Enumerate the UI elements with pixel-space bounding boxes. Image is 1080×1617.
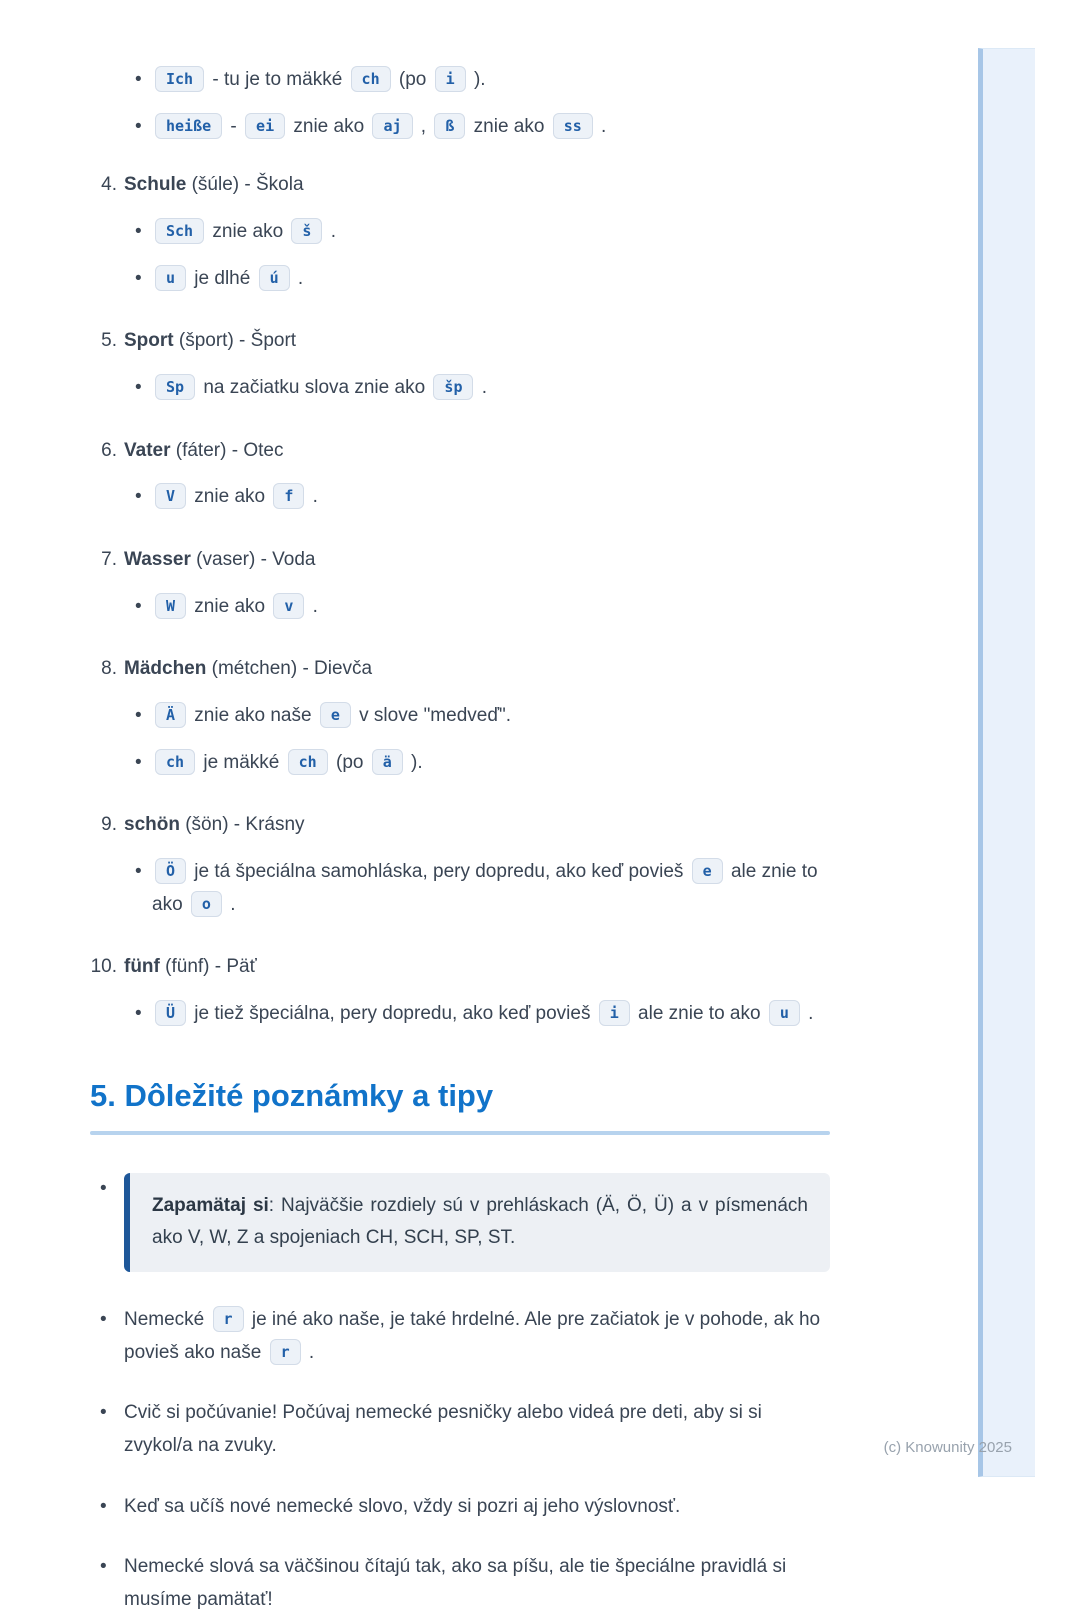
code-token: ä: [372, 749, 403, 775]
sub-bullet: • W znie ako v .: [90, 591, 830, 624]
item-title: 5. Sport (šport) - Šport: [90, 325, 830, 358]
item-title: 6. Vater (fáter) - Otec: [90, 435, 830, 468]
code-token: e: [320, 702, 351, 728]
item-sub-bullets: [90, 372, 830, 405]
code-token: o: [191, 891, 222, 917]
item-number: 4.: [101, 174, 117, 196]
item-number: 6.: [101, 439, 117, 461]
german-word: Wasser: [124, 549, 191, 571]
pronunciation-item: [90, 169, 830, 295]
sub-bullet: • Sp na začiatku slova znie ako šp .: [90, 372, 830, 405]
heading-rule: [90, 1131, 830, 1135]
sub-bullet: • Ich - tu je to mäkké ch (po i ).: [90, 64, 830, 97]
code-token: š: [291, 218, 322, 244]
item-title: 9. schön (šön) - Krásny: [90, 809, 830, 842]
german-word: Sport: [124, 330, 174, 352]
item-title: 10. fünf (fünf) - Päť: [90, 951, 830, 984]
pronunciation-item: [90, 435, 830, 514]
code-token: r: [213, 1306, 244, 1332]
code-token: Ä: [155, 702, 186, 728]
copyright: (c) Knowunity 2025: [883, 1439, 1012, 1456]
code-token: ú: [259, 265, 290, 291]
code-token: V: [155, 483, 186, 509]
pronunciation-item: [90, 653, 830, 779]
pronunciation-item: [90, 809, 830, 921]
sub-bullet: • Sch znie ako š .: [90, 216, 830, 249]
code-token: šp: [433, 374, 473, 400]
item-sub-bullets: [90, 591, 830, 624]
sub-bullet: • heiße - ei znie ako aj , ß znie ako ss .: [90, 111, 830, 144]
pronunciation-item: [90, 951, 830, 1030]
item-number: 7.: [101, 549, 117, 571]
item-number: 10.: [90, 956, 117, 978]
german-word: Schule: [124, 174, 187, 196]
code-token: Ich: [155, 66, 204, 92]
item-sub-bullets: [90, 481, 830, 514]
code-token: Sp: [155, 374, 195, 400]
item-number: 5.: [101, 330, 117, 352]
callout-label: Zapamätaj si: [152, 1194, 269, 1216]
pronunciation-item: [90, 544, 830, 623]
sub-bullet: • V znie ako f .: [90, 481, 830, 514]
sub-bullet: • Ä znie ako naše e v slove "medveď".: [90, 700, 830, 733]
code-token: Ö: [155, 858, 186, 884]
callout-box: [124, 1173, 830, 1272]
sub-bullet: • Ü je tiež špeciálna, pery dopredu, ako keď povieš i ale znie to ako u .: [90, 998, 830, 1031]
tip-item: • Nemecké slová sa väčšinou čítajú tak, ako sa píšu, ale tie špeciálne pravidlá si musíme pamätať!: [90, 1551, 830, 1616]
code-token: ss: [553, 113, 593, 139]
code-token: heiße: [155, 113, 222, 139]
item-title: 8. Mädchen (métchen) - Dievča: [90, 653, 830, 686]
tip-item: • Keď sa učíš nové nemecké slovo, vždy si pozri aj jeho výslovnosť.: [90, 1491, 830, 1524]
sub-bullet: • ch je mäkké ch (po ä ).: [90, 747, 830, 780]
german-word: Mädchen: [124, 658, 207, 680]
section-heading: 5. Dôležité poznámky a tipy: [90, 1077, 494, 1113]
code-token: Sch: [155, 218, 204, 244]
german-word: fünf: [124, 956, 160, 978]
tips-list: [90, 1173, 830, 1617]
item-sub-bullets: [90, 998, 830, 1031]
sub-bullet: • Ö je tá špeciálna samohláska, pery dopredu, ako keď povieš e ale znie to ako o .: [90, 856, 830, 921]
scroll-track[interactable]: [978, 48, 1035, 1477]
code-token: u: [769, 1000, 800, 1026]
tip-item: • Cvič si počúvanie! Počúvaj nemecké pesničky alebo videá pre deti, aby si si zvykol/a na zvuky.: [90, 1397, 830, 1462]
code-token: u: [155, 265, 186, 291]
code-token: ch: [155, 749, 195, 775]
german-word: schön: [124, 814, 180, 836]
pronunciation-list: [90, 169, 830, 1030]
item-sub-bullets: [90, 856, 830, 921]
code-token: ß: [434, 113, 465, 139]
item-title: 7. Wasser (vaser) - Voda: [90, 544, 830, 577]
callout-text: : Najväčšie rozdiely sú v prehláskach (Ä, Ö, Ü) a v písmenách ako V, W, Z a spojeniach CH, SCH, SP, ST.: [152, 1194, 808, 1249]
code-token: f: [273, 483, 304, 509]
code-token: e: [692, 858, 723, 884]
code-token: i: [599, 1000, 630, 1026]
code-token: i: [435, 66, 466, 92]
item-number: 8.: [101, 658, 117, 680]
callout-bullet: [90, 1173, 830, 1272]
tip-item: • Nemecké r je iné ako naše, je také hrdelné. Ale pre začiatok je v pohode, ak ho povieš ako naše r .: [90, 1304, 830, 1369]
pronunciation-item: [90, 325, 830, 404]
code-token: aj: [372, 113, 412, 139]
code-token: ch: [288, 749, 328, 775]
code-token: W: [155, 593, 186, 619]
code-token: ch: [351, 66, 391, 92]
intro-bullets: [90, 64, 830, 143]
code-token: r: [270, 1339, 301, 1365]
item-number: 9.: [101, 814, 117, 836]
code-token: ei: [245, 113, 285, 139]
item-title: 4. Schule (šúle) - Škola: [90, 169, 830, 202]
code-token: Ü: [155, 1000, 186, 1026]
item-sub-bullets: [90, 700, 830, 779]
code-token: v: [273, 593, 304, 619]
item-sub-bullets: [90, 216, 830, 295]
german-word: Vater: [124, 439, 171, 461]
sub-bullet: • u je dlhé ú .: [90, 263, 830, 296]
